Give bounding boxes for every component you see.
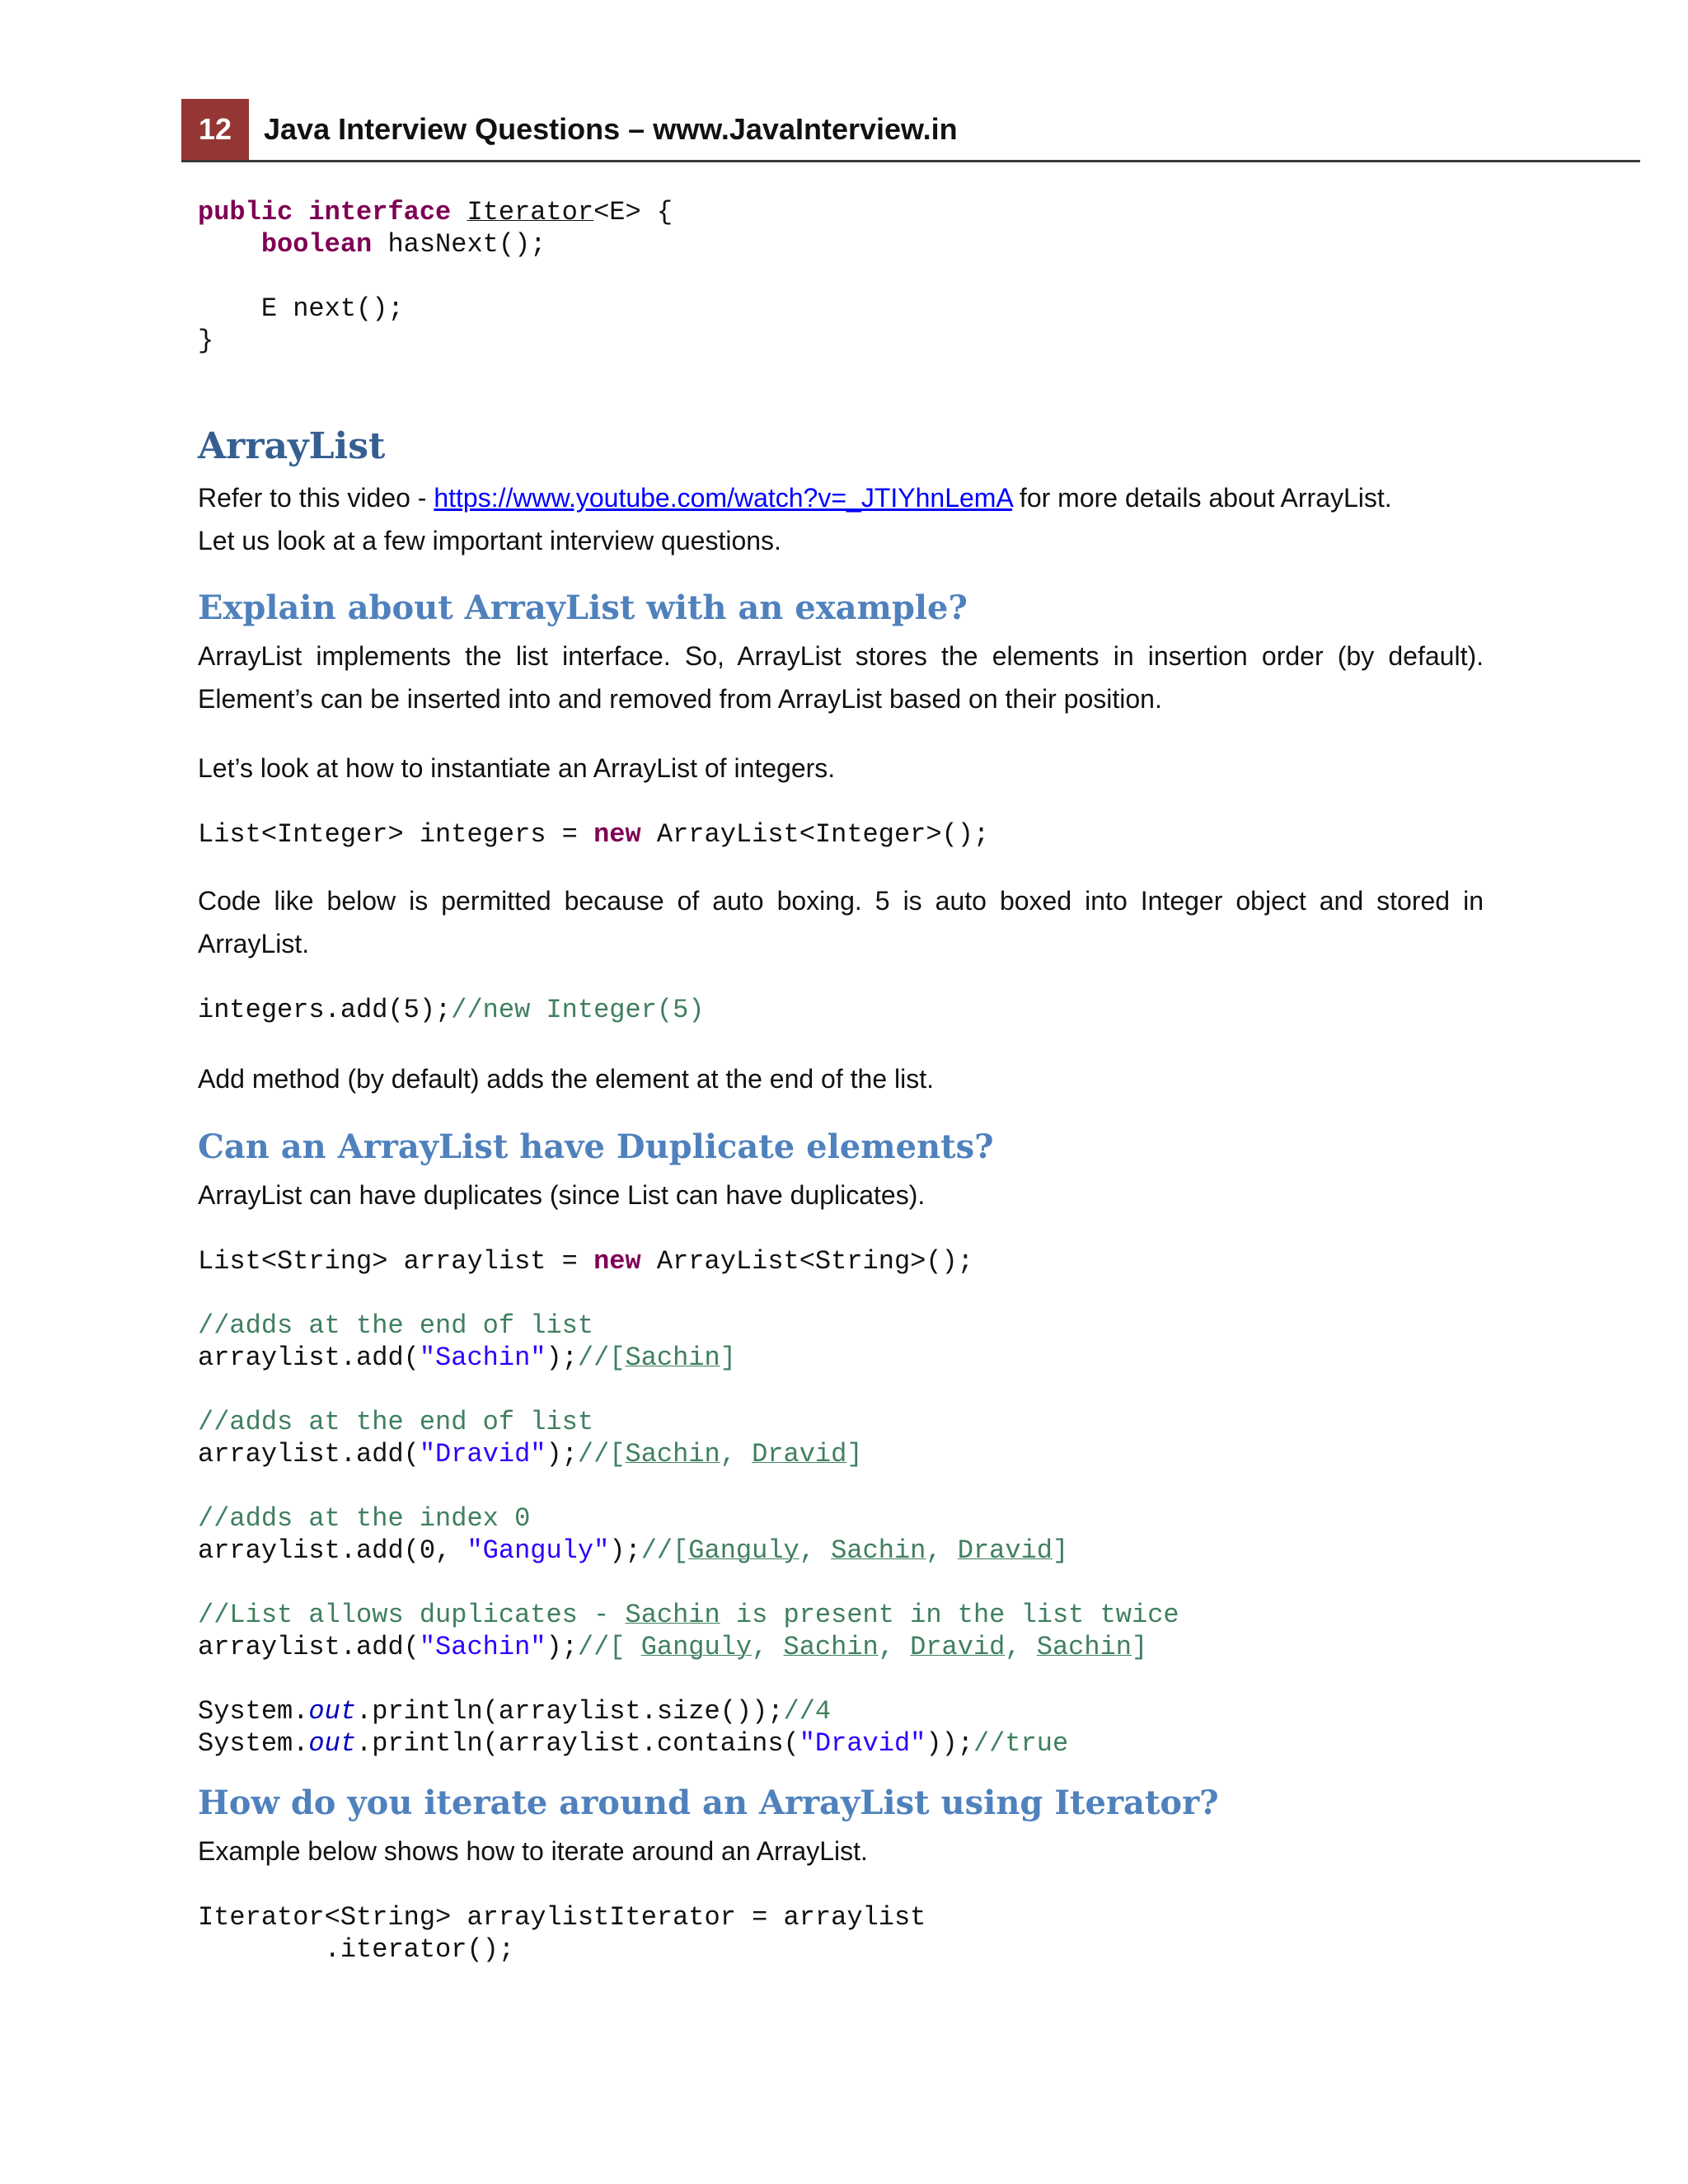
code-identifier: Iterator	[467, 197, 594, 227]
code-comment: //true	[973, 1728, 1069, 1759]
code-block-iterator	[198, 1901, 926, 1966]
code-line	[198, 994, 705, 1026]
code-comment: Sachin	[625, 1343, 720, 1373]
code-comment: Dravid	[957, 1535, 1053, 1566]
code-text: }	[198, 326, 214, 356]
section-title: ArrayList	[198, 425, 386, 467]
code-comment: Dravid	[910, 1632, 1006, 1662]
code-text: .iterator();	[324, 1934, 515, 1965]
paragraph: Add method (by default) adds the element at the end of the list.	[198, 1064, 934, 1094]
header-rule	[181, 160, 1640, 162]
code-comment: //4	[783, 1696, 832, 1727]
code-comment: //[	[577, 1632, 641, 1662]
code-field: out	[308, 1696, 357, 1727]
code-text: );	[546, 1439, 578, 1469]
code-comment: ]	[1052, 1535, 1069, 1566]
intro-suffix: for more details about ArrayList.	[1012, 483, 1392, 513]
code-text: );	[546, 1632, 578, 1662]
code-text: arraylist.add(0,	[198, 1535, 467, 1566]
code-text: hasNext();	[372, 229, 546, 260]
code-text: List<String> arraylist =	[198, 1246, 594, 1277]
code-string: "Sachin"	[419, 1632, 546, 1662]
video-link[interactable]: https://www.youtube.com/watch?v=_JTIYhnLemA	[434, 483, 1013, 513]
code-comment: ,	[926, 1535, 958, 1566]
paragraph: ArrayList implements the list interface. So, ArrayList stores the elements in insertion order (by default). Element’s can be inserted into and removed from ArrayList based on their position.	[198, 641, 1484, 714]
code-line	[198, 818, 989, 851]
question-title: Explain about ArrayList with an example?	[198, 588, 968, 627]
code-block-iterator-interface	[198, 196, 673, 357]
intro-paragraph	[198, 476, 1484, 562]
code-text: <E> {	[593, 197, 673, 227]
code-text: arraylist.add(	[198, 1343, 420, 1373]
code-comment: ,	[878, 1632, 911, 1662]
code-comment: Sachin	[831, 1535, 926, 1566]
code-comment: ,	[752, 1632, 784, 1662]
code-comment: ]	[720, 1343, 736, 1373]
code-string: "Dravid"	[419, 1439, 546, 1469]
code-text: .println(arraylist.size());	[356, 1696, 784, 1727]
code-comment: Sachin	[625, 1439, 720, 1469]
code-text: arraylist.add(	[198, 1439, 420, 1469]
code-comment: ,	[720, 1439, 753, 1469]
code-comment: ,	[1005, 1632, 1037, 1662]
code-comment: ]	[1131, 1632, 1148, 1662]
question-title: Can an ArrayList have Duplicate elements?	[198, 1127, 994, 1166]
code-field: out	[308, 1728, 357, 1759]
page-number: 12	[181, 99, 249, 160]
code-text: ArrayList<Integer>();	[640, 819, 990, 850]
code-comment: //List allows duplicates -	[198, 1600, 626, 1630]
code-comment: Ganguly	[688, 1535, 799, 1566]
header-title: Java Interview Questions – www.JavaInterview.in	[264, 112, 958, 146]
code-comment: Sachin	[783, 1632, 879, 1662]
code-block-duplicates	[198, 1245, 1179, 1760]
code-comment: ]	[846, 1439, 863, 1469]
code-comment: //[	[577, 1439, 626, 1469]
code-comment: //adds at the end of list	[198, 1407, 594, 1437]
paragraph: Example below shows how to iterate around an ArrayList.	[198, 1836, 868, 1866]
paragraph: ArrayList can have duplicates (since List can have duplicates).	[198, 1180, 926, 1210]
code-comment: //adds at the end of list	[198, 1310, 594, 1341]
code-comment: //[	[640, 1535, 689, 1566]
code-string: "Dravid"	[799, 1728, 926, 1759]
code-text: Iterator<String> arraylistIterator = arraylist	[198, 1902, 926, 1933]
paragraph: Let’s look at how to instantiate an ArrayList of integers.	[198, 753, 836, 783]
code-text: E next();	[260, 293, 404, 324]
code-comment: is present in the list twice	[720, 1600, 1179, 1630]
code-text: ArrayList<String>();	[640, 1246, 973, 1277]
code-comment: //adds at the index 0	[198, 1503, 531, 1534]
code-comment: ,	[799, 1535, 832, 1566]
code-text: System.	[198, 1728, 309, 1759]
code-text: List<Integer> integers =	[198, 819, 594, 850]
code-comment: Sachin	[1036, 1632, 1132, 1662]
intro-prefix: Refer to this video -	[198, 483, 434, 513]
code-string: "Sachin"	[419, 1343, 546, 1373]
code-keyword: boolean	[260, 229, 373, 260]
code-text: ));	[926, 1728, 973, 1759]
code-keyword: new	[593, 819, 641, 850]
intro-line2: Let us look at a few important interview questions.	[198, 526, 781, 555]
code-keyword: new	[593, 1246, 641, 1277]
code-comment: //new Integer(5)	[451, 995, 705, 1025]
code-string: "Ganguly"	[467, 1535, 610, 1566]
code-text: System.	[198, 1696, 309, 1727]
code-keyword: interface	[308, 197, 452, 227]
code-text: .println(arraylist.contains(	[356, 1728, 799, 1759]
code-text: );	[546, 1343, 578, 1373]
code-text: integers.add(5);	[198, 995, 452, 1025]
question-title: How do you iterate around an ArrayList using Iterator?	[198, 1783, 1219, 1822]
paragraph: Code like below is permitted because of auto boxing. 5 is auto boxed into Integer object and stored in ArrayList.	[198, 886, 1484, 958]
code-text: );	[609, 1535, 641, 1566]
page-header	[181, 99, 1640, 162]
code-keyword: public	[198, 197, 293, 227]
code-comment: Sachin	[625, 1600, 720, 1630]
code-text: arraylist.add(	[198, 1632, 420, 1662]
code-comment: Dravid	[752, 1439, 847, 1469]
code-comment: Ganguly	[640, 1632, 753, 1662]
code-comment: //[	[577, 1343, 626, 1373]
